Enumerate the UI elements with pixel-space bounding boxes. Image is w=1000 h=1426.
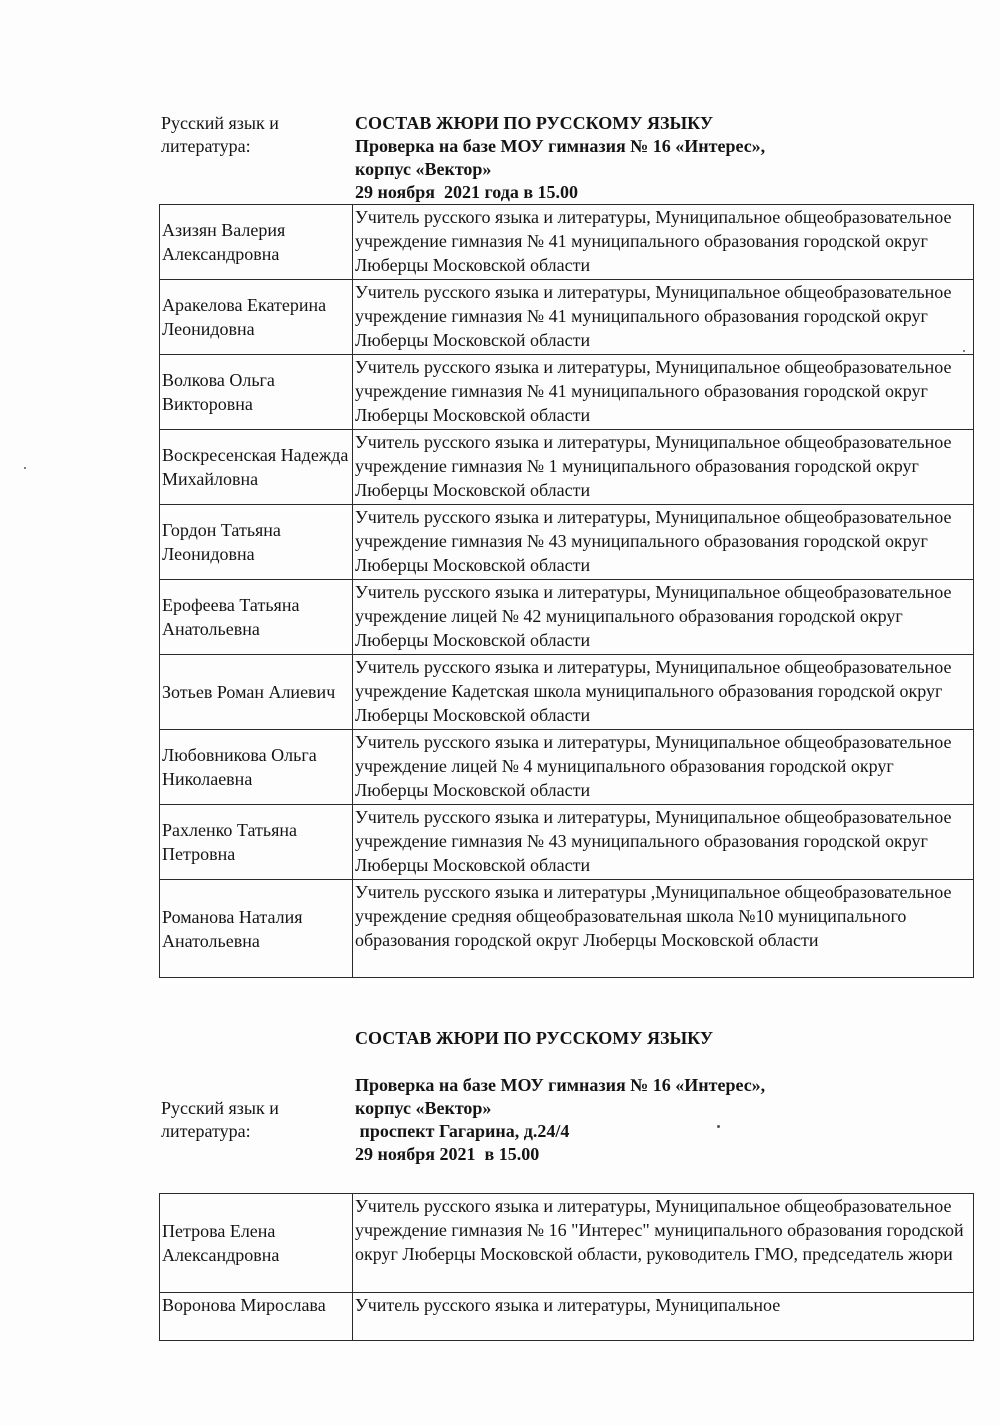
member-name: Петрова Елена Александровна bbox=[160, 1194, 353, 1293]
member-name: Ерофеева Татьяна Анатольевна bbox=[160, 580, 353, 655]
member-position: Учитель русского языка и литературы, Муниципальное общеобразовательное учреждение гимназия № 41 муниципального образования городской округ Люберцы Московской области bbox=[353, 205, 974, 280]
member-position: Учитель русского языка и литературы, Муниципальное общеобразовательное учреждение гимназия № 43 муниципального образования городской округ Люберцы Московской области bbox=[353, 805, 974, 880]
member-position: Учитель русского языка и литературы, Муниципальное общеобразовательное учреждение гимназия № 1 муниципального образования городской округ Люберцы Московской области bbox=[353, 430, 974, 505]
table-row bbox=[160, 1293, 974, 1341]
member-position: Учитель русского языка и литературы, Муниципальное общеобразовательное учреждение гимназия № 41 муниципального образования городской округ Люберцы Московской области bbox=[353, 280, 974, 355]
member-position: Учитель русского языка и литературы, Муниципальное общеобразовательное учреждение лицей № 4 муниципального образования городской округ Люберцы Московской области bbox=[353, 730, 974, 805]
member-position: Учитель русского языка и литературы, Муниципальное общеобразовательное учреждение гимназия № 41 муниципального образования городской округ Люберцы Московской области bbox=[353, 355, 974, 430]
member-name: Гордон Татьяна Леонидовна bbox=[160, 505, 353, 580]
member-position: Учитель русского языка и литературы, Муниципальное общеобразовательное учреждение гимназия № 16 "Интерес" муниципального образования городской округ Люберцы Московской области, руководитель ГМО, председатель жюри bbox=[353, 1194, 974, 1293]
section1-jury-table bbox=[159, 204, 974, 978]
member-name: Аракелова Екатерина Леонидовна bbox=[160, 280, 353, 355]
table-row bbox=[160, 355, 974, 430]
member-name: Воскресенская Надежда Михайловна bbox=[160, 430, 353, 505]
member-position: Учитель русского языка и литературы, Муниципальное общеобразовательное учреждение гимназия № 43 муниципального образования городской округ Люберцы Московской области bbox=[353, 505, 974, 580]
section1-info bbox=[355, 112, 765, 204]
section2-subject: Русский язык и литература: bbox=[161, 1098, 279, 1141]
section1-line-2: корпус «Вектор» bbox=[355, 159, 492, 179]
member-position: Учитель русского языка и литературы ,Муниципальное общеобразовательное учреждение средняя общеобразовательная школа №10 муниципального образования городской округ Люберцы Московской области bbox=[353, 880, 974, 978]
section2-line-4: 29 ноября 2021 в 15.00 bbox=[355, 1144, 540, 1164]
scan-speck bbox=[24, 467, 26, 469]
member-name: Воронова Мирослава bbox=[160, 1293, 353, 1341]
table-row bbox=[160, 805, 974, 880]
section2-line-3: проспект Гагарина, д.24/4 bbox=[355, 1121, 570, 1141]
table-row bbox=[160, 430, 974, 505]
member-name: Волкова Ольга Викторовна bbox=[160, 355, 353, 430]
section2-info bbox=[355, 1074, 765, 1166]
table-row bbox=[160, 580, 974, 655]
member-name: Романова Наталия Анатольевна bbox=[160, 880, 353, 978]
scan-speck bbox=[963, 350, 965, 352]
section2-jury-table bbox=[159, 1193, 974, 1341]
table-row bbox=[160, 730, 974, 805]
member-position: Учитель русского языка и литературы, Муниципальное bbox=[353, 1293, 974, 1341]
section1-title: СОСТАВ ЖЮРИ ПО РУССКОМУ ЯЗЫКУ bbox=[355, 113, 714, 133]
section2-line-2: корпус «Вектор» bbox=[355, 1098, 492, 1118]
scan-speck bbox=[717, 1125, 720, 1128]
section2-line-1: Проверка на базе МОУ гимназия № 16 «Интерес», bbox=[355, 1075, 766, 1095]
section1-header bbox=[161, 112, 971, 204]
table-row bbox=[160, 1194, 974, 1293]
table-row bbox=[160, 205, 974, 280]
member-name: Зотьев Роман Алиевич bbox=[160, 655, 353, 730]
member-name: Рахленко Татьяна Петровна bbox=[160, 805, 353, 880]
member-position: Учитель русского языка и литературы, Муниципальное общеобразовательное учреждение Кадетская школа муниципального образования городской округ Люберцы Московской области bbox=[353, 655, 974, 730]
member-name: Любовникова Ольга Николаевна bbox=[160, 730, 353, 805]
section1-line-3: 29 ноября 2021 года в 15.00 bbox=[355, 182, 579, 202]
table-row bbox=[160, 505, 974, 580]
table-row bbox=[160, 880, 974, 978]
member-position: Учитель русского языка и литературы, Муниципальное общеобразовательное учреждение лицей № 42 муниципального образования городской округ Люберцы Московской области bbox=[353, 580, 974, 655]
section1-subject: Русский язык и литература: bbox=[161, 113, 279, 156]
table-row bbox=[160, 655, 974, 730]
section2-header bbox=[161, 1074, 971, 1166]
table-row bbox=[160, 280, 974, 355]
member-name: Азизян Валерия Александровна bbox=[160, 205, 353, 280]
section2-title: СОСТАВ ЖЮРИ ПО РУССКОМУ ЯЗЫКУ bbox=[355, 1028, 714, 1048]
section1-line-1: Проверка на базе МОУ гимназия № 16 «Интерес», bbox=[355, 136, 766, 156]
